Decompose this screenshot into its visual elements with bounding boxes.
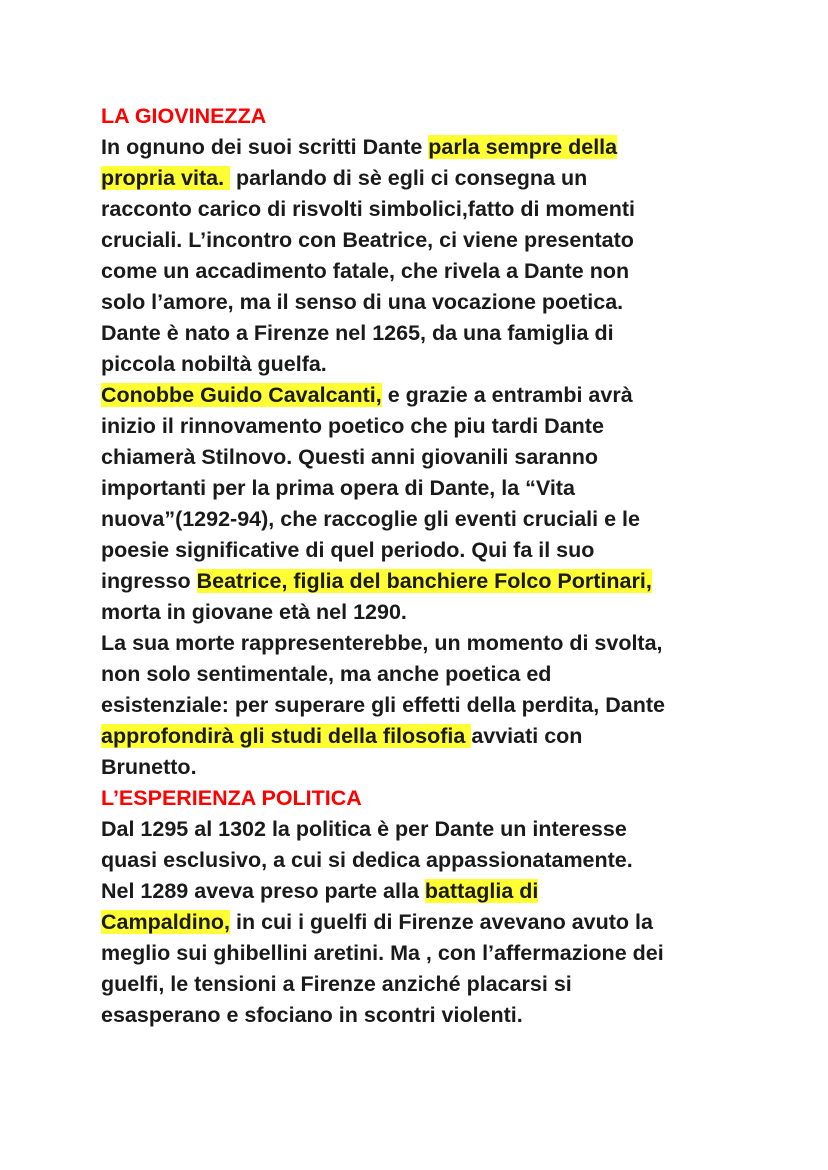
text-span: come un accadimento fatale, che rivela a Dante non — [101, 259, 630, 283]
text-span: piccola nobiltà guelfa. — [101, 352, 327, 376]
text-span: morta in giovane età nel 1290. — [101, 600, 407, 624]
text-span: Nel 1289 aveva preso parte alla — [101, 879, 425, 903]
text-line — [101, 225, 741, 256]
text-span: importanti per la prima opera di Dante, la “Vita — [101, 476, 575, 500]
text-line — [101, 132, 741, 163]
text-span: avviati con — [471, 724, 583, 748]
text-span: esistenziale: per superare gli effetti della perdita, Dante — [101, 693, 665, 717]
text-line — [101, 287, 741, 318]
text-span: non solo sentimentale, ma anche poetica ed — [101, 662, 552, 686]
text-line — [101, 938, 741, 969]
text-line — [101, 969, 741, 1000]
text-line — [101, 566, 741, 597]
section-esperienza-politica — [101, 783, 741, 1031]
text-line — [101, 318, 741, 349]
text-line — [101, 411, 741, 442]
text-line — [101, 752, 741, 783]
text-span: poesie significative di quel periodo. Qui fa il suo — [101, 538, 595, 562]
text-line — [101, 1000, 741, 1031]
text-span: racconto carico di risvolti simbolici,fatto di momenti — [101, 197, 636, 221]
text-line — [101, 907, 741, 938]
text-line — [101, 442, 741, 473]
highlighted-span: propria vita. — [101, 166, 231, 190]
text-line — [101, 659, 741, 690]
highlighted-span: battaglia di — [424, 879, 539, 903]
text-line — [101, 845, 741, 876]
text-span: nuova”(1292-94), che raccoglie gli eventi cruciali e le — [101, 507, 640, 531]
highlighted-span: Beatrice, figlia del banchiere Folco Portinari, — [196, 569, 652, 593]
text-line — [101, 163, 741, 194]
text-line — [101, 628, 741, 659]
text-span: Brunetto. — [101, 755, 197, 779]
text-span: inizio il rinnovamento poetico che piu tardi Dante — [101, 414, 604, 438]
text-span: cruciali. L’incontro con Beatrice, ci viene presentato — [101, 228, 634, 252]
highlighted-span: approfondirà gli studi della filosofia — [101, 724, 472, 748]
text-span: In ognuno dei suoi scritti Dante — [101, 135, 429, 159]
text-span: meglio sui ghibellini aretini. Ma , con l’affermazione dei — [101, 941, 664, 965]
highlighted-span: parla sempre della — [428, 135, 618, 159]
text-line — [101, 194, 741, 225]
text-line — [101, 380, 741, 411]
text-span: Dante è nato a Firenze nel 1265, da una famiglia di — [101, 321, 614, 345]
text-span: quasi esclusivo, a cui si dedica appassionatamente. — [101, 848, 633, 872]
text-line — [101, 876, 741, 907]
text-span: solo l’amore, ma il senso di una vocazione poetica. — [101, 290, 624, 314]
text-span: parlando di sè egli ci consegna un — [230, 166, 588, 190]
text-line — [101, 721, 741, 752]
text-span: chiamerà Stilnovo. Questi anni giovanili saranno — [101, 445, 599, 469]
document-page — [101, 101, 741, 1031]
text-span: guelfi, le tensioni a Firenze anziché placarsi si — [101, 972, 572, 996]
text-span: e grazie a entrambi avrà — [381, 383, 633, 407]
text-line — [101, 504, 741, 535]
text-line — [101, 597, 741, 628]
text-span: in cui i guelfi di Firenze avevano avuto la — [230, 910, 653, 934]
text-line — [101, 535, 741, 566]
text-line — [101, 256, 741, 287]
text-line — [101, 690, 741, 721]
highlighted-span: Campaldino, — [101, 910, 231, 934]
highlighted-span: Conobbe Guido Cavalcanti, — [101, 383, 382, 407]
text-line — [101, 814, 741, 845]
text-line — [101, 349, 741, 380]
text-span: esasperano e sfociano in scontri violenti. — [101, 1003, 523, 1027]
text-span: ingresso — [101, 569, 197, 593]
text-line — [101, 473, 741, 504]
text-span: Dal 1295 al 1302 la politica è per Dante un interesse — [101, 817, 627, 841]
section-giovinezza — [101, 101, 741, 783]
section-heading: LA GIOVINEZZA — [101, 104, 267, 128]
text-span: La sua morte rappresenterebbe, un momento di svolta, — [101, 631, 663, 655]
section-heading: L’ESPERIENZA POLITICA — [101, 786, 362, 810]
